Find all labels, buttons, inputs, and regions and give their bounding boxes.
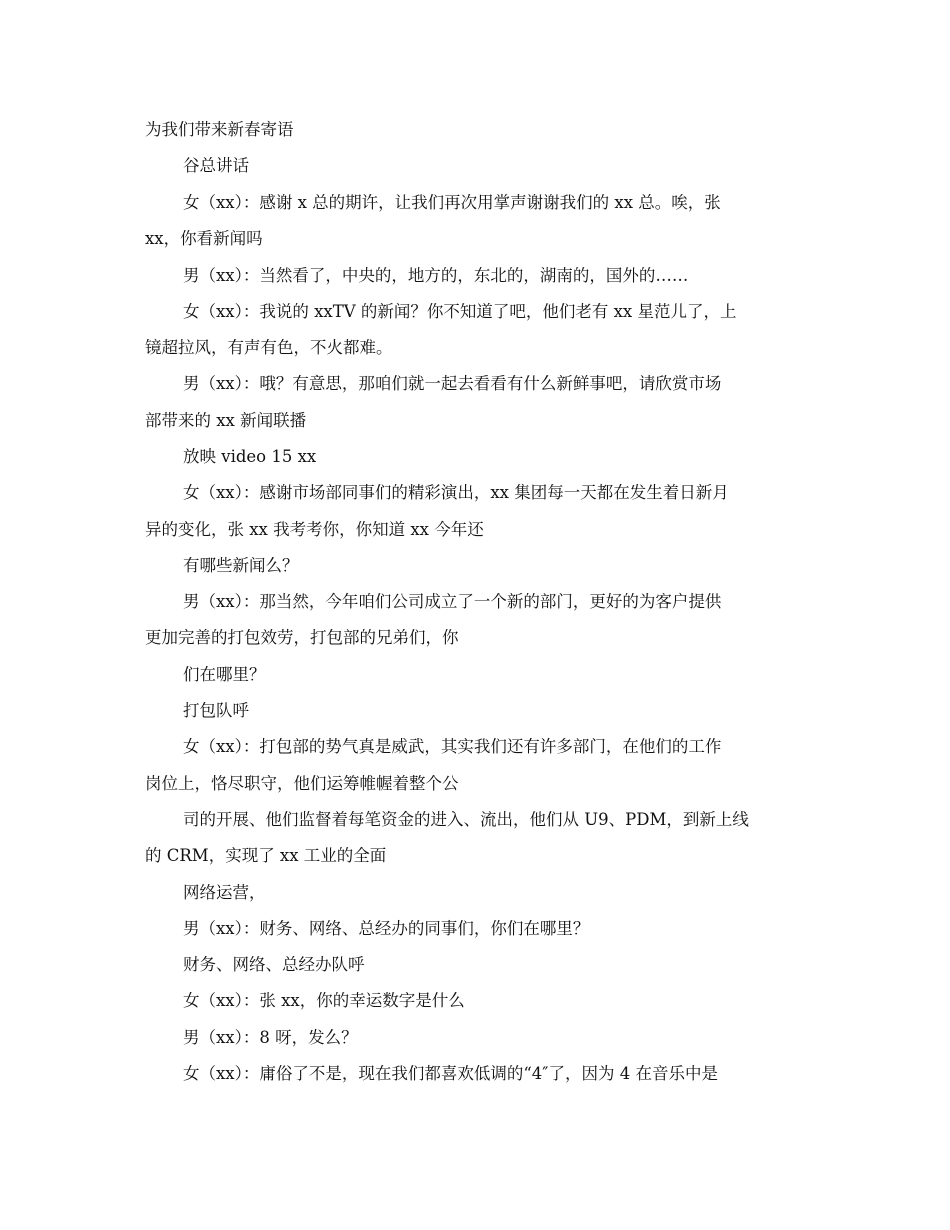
- text-line: 女（xx）：我说的 xxTV 的新闻？你不知道了吧，他们老有 xx 星范儿了，上: [183, 302, 737, 321]
- text-line: 司的开展、他们监督着每笔资金的进入、流出，他们从 U9、PDM，到新上线: [183, 810, 749, 829]
- text-line: 男（xx）：当然看了，中央的，地方的，东北的，湖南的，国外的……: [183, 266, 689, 285]
- text-line: 网络运营，: [183, 883, 266, 902]
- text-line: 女（xx）：感谢 x 总的期许，让我们再次用掌声谢谢我们的 xx 总。唉，张: [183, 193, 721, 212]
- text-line: 男（xx）：哦？有意思，那咱们就一起去看看有什么新鲜事吧，请欣赏市场: [183, 374, 722, 393]
- text-line: 镜超拉风，有声有色，不火都难。: [145, 338, 393, 357]
- text-line: 财务、网络、总经办队呼: [183, 955, 365, 974]
- text-line: 男（xx）：那当然，今年咱们公司成立了一个新的部门，更好的为客户提供: [183, 592, 722, 611]
- text-line: 谷总讲话: [183, 156, 249, 175]
- text-line: 男（xx）：财务、网络、总经办的同事们，你们在哪里？: [183, 919, 590, 938]
- text-line: 为我们带来新春寄语: [145, 120, 294, 139]
- text-line: 放映 video 15 xx: [183, 447, 317, 466]
- text-line: 打包队呼: [183, 701, 249, 720]
- text-line: 女（xx）：庸俗了不是，现在我们都喜欢低调的“4″了，因为 4 在音乐中是: [183, 1064, 718, 1083]
- text-line: 异的变化，张 xx 我考考你，你知道 xx 今年还: [145, 520, 484, 539]
- text-line: 更加完善的打包效劳，打包部的兄弟们，你: [145, 628, 459, 647]
- text-line: xx，你看新闻吗: [145, 229, 263, 248]
- text-line: 男（xx）：8 呀，发么？: [183, 1028, 358, 1047]
- text-line: 部带来的 xx 新闻联播: [145, 411, 307, 430]
- text-line: 们在哪里？: [183, 665, 266, 684]
- text-line: 女（xx）：打包部的势气真是威武，其实我们还有许多部门，在他们的工作: [183, 737, 722, 756]
- text-line: 女（xx）：张 xx，你的幸运数字是什么: [183, 991, 465, 1010]
- text-line: 岗位上，恪尽职守，他们运筹帷幄着整个公: [145, 774, 459, 793]
- text-line: 女（xx）：感谢市场部同事们的精彩演出，xx 集团每一天都在发生着日新月: [183, 483, 729, 502]
- text-line: 有哪些新闻么？: [183, 556, 299, 575]
- text-line: 的 CRM，实现了 xx 工业的全面: [145, 846, 387, 865]
